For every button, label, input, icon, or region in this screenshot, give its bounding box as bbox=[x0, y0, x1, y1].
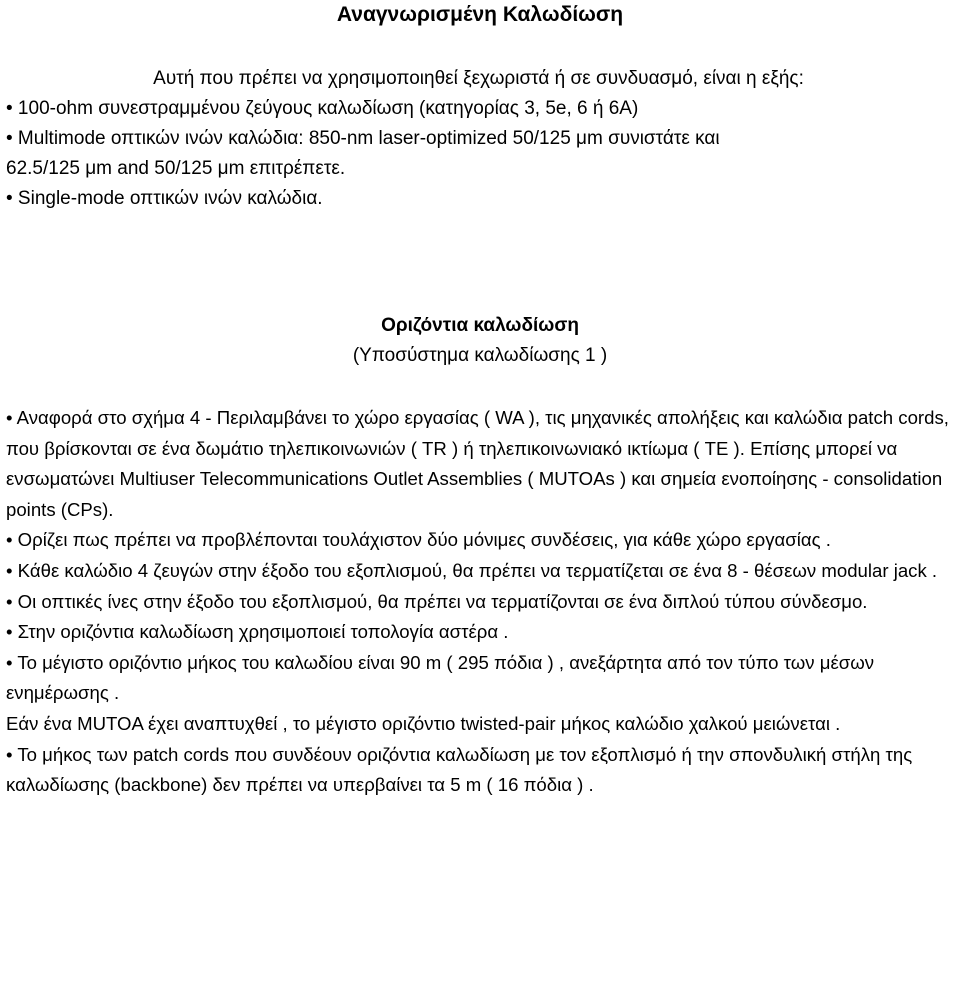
paragraph: • Το μέγιστο οριζόντιο μήκος του καλωδίου είναι 90 m ( 295 πόδια ) , ανεξάρτητα από τον τύπο των μέσων ενημέρωσης . bbox=[6, 651, 875, 704]
horizontal-cabling-heading-block bbox=[0, 311, 960, 371]
list-item-continuation: 62.5/125 μm and 50/125 μm επιτρέπετε. bbox=[6, 158, 346, 179]
paragraph: • Στην οριζόντια καλωδίωση χρησιμοποιεί τοπολογία αστέρα . bbox=[6, 621, 509, 643]
section-heading: Οριζόντια καλωδίωση bbox=[381, 315, 579, 336]
paragraph: • Αναφορά στο σχήμα 4 - Περιλαμβάνει το χώρο εργασίας ( WA ), τις μηχανικές απολήξεις και καλώδια patch cords, που βρίσκονται σε ένα δωμάτιο τηλεπικοινωνιών ( TR ) ή τηλεπικοινωνιακό ικτίωμα ( TE ). Επίσης μπορεί να ενσωματώνει Multiuser Telecommunications Outlet Assemblies ( MUTOAs ) και σημεία ενοποίησης - consolidation points (CPs). bbox=[6, 407, 949, 520]
horizontal-cabling-section bbox=[6, 403, 953, 801]
paragraph: • Ορίζει πως πρέπει να προβλέπονται τουλάχιστον δύο μόνιμες συνδέσεις, για κάθε χώρο εργασίας . bbox=[6, 529, 831, 551]
document-title: Αναγνωρισμένη Καλωδίωση bbox=[336, 3, 624, 26]
paragraph: • Οι οπτικές ίνες στην έξοδο του εξοπλισμού, θα πρέπει να τερματίζονται σε ένα διπλού τύπου σύνδεσμο. bbox=[6, 590, 868, 612]
paragraph: • Κάθε καλώδιο 4 ζευγών στην έξοδο του εξοπλισμού, θα πρέπει να τερματίζεται σε ένα 8 - θέσεων modular jack . bbox=[6, 559, 938, 581]
paragraph: • Το μήκος των patch cords που συνδέουν οριζόντια καλωδίωση με τον εξοπλισμό ή την σπονδυλική στήλη της καλωδίωσης (backbone) δεν πρέπει να υπερβαίνει τα 5 m ( 16 πόδια ) . bbox=[6, 743, 913, 796]
section-subheading: (Υποσύστημα καλωδίωσης 1 ) bbox=[352, 345, 608, 366]
paragraph: Εάν ένα MUTOA έχει αναπτυχθεί , το μέγιστο οριζόντιο twisted-pair μήκος καλώδιο χαλκού μειώνεται . bbox=[6, 712, 841, 734]
list-item: • 100-ohm συνεστραμμένου ζεύγους καλωδίωση (κατηγορίας 3, 5e, 6 ή 6A) bbox=[6, 98, 639, 119]
recognized-cabling-section bbox=[6, 64, 951, 214]
section-intro: Αυτή που πρέπει να χρησιμοποιηθεί ξεχωριστά ή σε συνδυασμό, είναι η εξής: bbox=[153, 68, 804, 89]
list-item: • Single-mode οπτικών ινών καλώδια. bbox=[6, 188, 323, 209]
list-item: • Multimode οπτικών ινών καλώδια: 850-nm laser-optimized 50/125 μm συνιστάτε και bbox=[6, 128, 720, 149]
